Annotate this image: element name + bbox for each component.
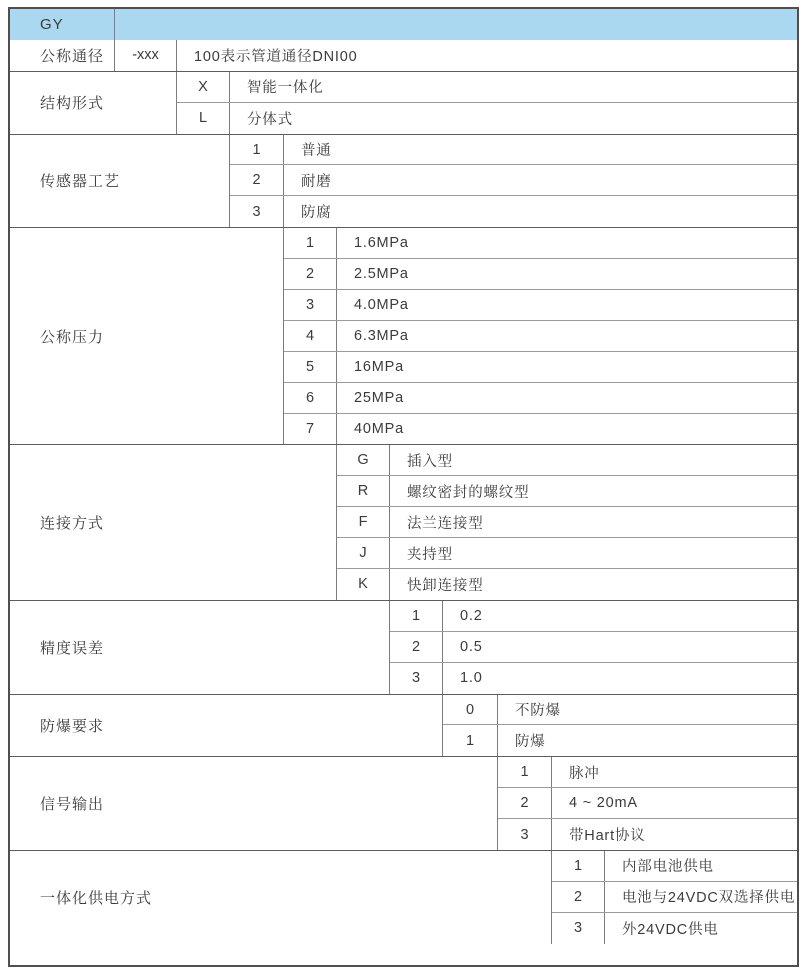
section-label: 信号输出 — [10, 757, 498, 850]
option-row — [230, 165, 797, 196]
option-row — [552, 913, 797, 944]
option-row — [390, 601, 797, 632]
option-description: 2.5MPa — [354, 266, 409, 283]
option-description: 0.2 — [460, 607, 483, 624]
option-row — [284, 228, 797, 259]
option-description: 6.3MPa — [354, 327, 409, 344]
option-description: 防腐 — [301, 205, 332, 222]
option-row — [337, 476, 797, 507]
option-description: 耐磨 — [301, 173, 332, 190]
option-row — [230, 196, 797, 227]
option-code: 2 — [390, 632, 443, 662]
option-description: 不防爆 — [515, 703, 561, 720]
option-description: 0.5 — [460, 638, 483, 655]
section-sensor-process — [10, 135, 797, 229]
option-row — [284, 290, 797, 321]
option-code: F — [337, 507, 390, 537]
option-code: 3 — [230, 196, 284, 227]
option-row — [284, 352, 797, 383]
option-description: 4.0MPa — [354, 296, 409, 313]
option-description: 外24VDC供电 — [622, 921, 719, 938]
option-row — [498, 819, 797, 850]
option-description: 脉冲 — [569, 765, 600, 782]
section-signal-output — [10, 757, 797, 851]
option-code: 3 — [390, 663, 443, 694]
section-label: 一体化供电方式 — [10, 851, 552, 944]
option-description: 100表示管道通径DNI00 — [194, 48, 358, 65]
option-row — [390, 663, 797, 694]
option-code: K — [337, 569, 390, 600]
option-description: 16MPa — [354, 358, 404, 375]
section-connection-type — [10, 445, 797, 600]
option-code: L — [177, 103, 230, 134]
model-code-cell: GY — [10, 9, 115, 40]
option-code: G — [337, 445, 390, 475]
option-code: 6 — [284, 383, 337, 413]
option-code: 1 — [443, 725, 498, 756]
model-selection-table — [8, 7, 799, 967]
header-spacer-cell — [115, 9, 797, 40]
option-row — [552, 882, 797, 913]
option-description: 夹持型 — [407, 546, 453, 563]
option-code: 2 — [498, 788, 552, 818]
option-code: J — [337, 538, 390, 568]
option-row — [390, 632, 797, 663]
section-label: 公称压力 — [10, 228, 284, 444]
option-description: 40MPa — [354, 421, 404, 438]
option-row — [284, 383, 797, 414]
section-power-supply-mode — [10, 851, 797, 944]
option-row — [177, 103, 797, 134]
option-description: 普通 — [301, 143, 332, 159]
option-description: 25MPa — [354, 389, 404, 406]
option-description: 1.0 — [460, 670, 483, 687]
option-code: 7 — [284, 414, 337, 445]
option-row — [498, 757, 797, 788]
option-code: 3 — [552, 913, 605, 944]
option-row — [337, 507, 797, 538]
option-row — [284, 414, 797, 445]
option-code: 1 — [390, 601, 443, 631]
section-label: 传感器工艺 — [10, 135, 230, 228]
option-description: 带Hart协议 — [569, 828, 646, 845]
section-label: 防爆要求 — [10, 695, 443, 757]
option-description: 螺纹密封的螺纹型 — [407, 484, 530, 501]
section-nominal-pressure — [10, 228, 797, 445]
option-row — [443, 725, 797, 756]
option-code: 5 — [284, 352, 337, 382]
option-row — [337, 538, 797, 569]
option-code: 2 — [284, 259, 337, 289]
section-label: 连接方式 — [10, 445, 337, 599]
option-description: 1.6MPa — [354, 235, 409, 252]
option-code: X — [177, 72, 230, 102]
section-label: 精度误差 — [10, 601, 390, 694]
table-header-row — [10, 9, 797, 40]
section-structure-type — [10, 72, 797, 135]
option-row — [230, 135, 797, 166]
option-description: 插入型 — [407, 453, 453, 470]
option-description: 防爆 — [515, 734, 546, 751]
option-code: 1 — [498, 757, 552, 787]
option-row — [284, 259, 797, 290]
option-description: 4 ~ 20mA — [569, 795, 638, 812]
option-row — [115, 40, 797, 71]
option-code: R — [337, 476, 390, 506]
option-row — [284, 321, 797, 352]
option-code: 4 — [284, 321, 337, 351]
option-description: 分体式 — [247, 111, 293, 128]
section-nominal-diameter — [10, 40, 797, 72]
option-code: 1 — [552, 851, 605, 881]
option-code: 1 — [284, 228, 337, 258]
option-description: 智能一体化 — [247, 80, 324, 97]
section-explosion-proof — [10, 695, 797, 758]
option-row — [443, 695, 797, 726]
section-label: 公称通径 — [10, 40, 115, 71]
option-row — [177, 72, 797, 103]
option-row — [337, 569, 797, 600]
option-code: 2 — [230, 165, 284, 195]
option-row — [498, 788, 797, 819]
option-description: 内部电池供电 — [622, 859, 714, 876]
section-label: 结构形式 — [10, 72, 177, 134]
option-row — [552, 851, 797, 882]
option-row — [337, 445, 797, 476]
option-description: 电池与24VDC双选择供电 — [622, 890, 796, 907]
option-code: 3 — [284, 290, 337, 320]
option-description: 法兰连接型 — [407, 515, 484, 532]
option-description: 快卸连接型 — [407, 577, 484, 594]
option-code: 3 — [498, 819, 552, 850]
option-code: 0 — [443, 695, 498, 725]
option-code: 2 — [552, 882, 605, 912]
section-accuracy-error — [10, 601, 797, 695]
option-code: 1 — [230, 135, 284, 165]
option-code: -xxx — [115, 40, 177, 71]
